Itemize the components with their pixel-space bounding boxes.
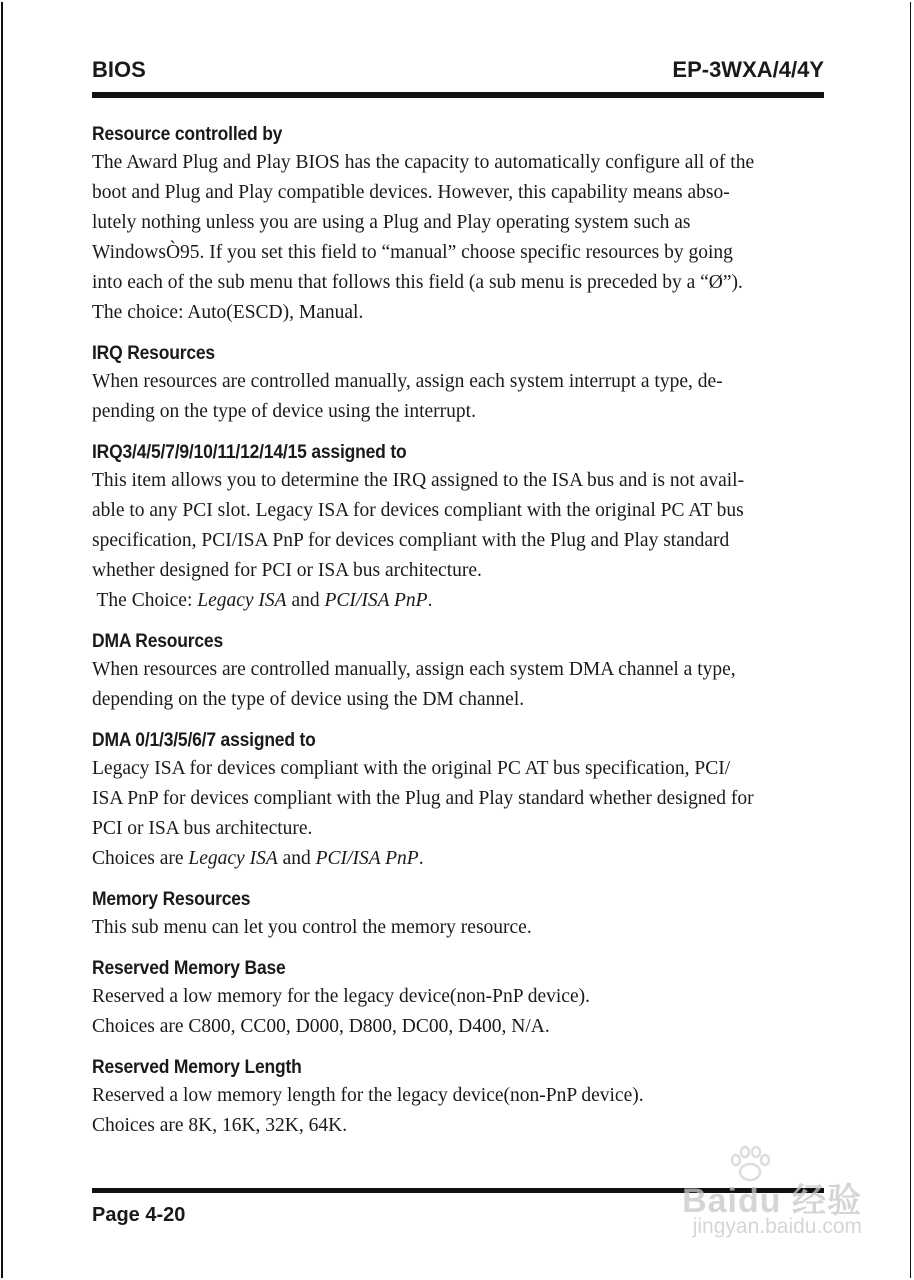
section-title: IRQ Resources <box>92 343 215 364</box>
body-line: PCI or ISA bus architecture. <box>92 818 313 839</box>
section-irq-assigned-to <box>92 440 824 616</box>
body-line: specification, PCI/ISA PnP for devices compliant with the Plug and Play standard <box>92 530 730 551</box>
body-line: into each of the sub menu that follows this field (a sub menu is preceded by a “Ø”). <box>92 272 743 293</box>
body-line: When resources are controlled manually, assign each system interrupt a type, de- <box>92 371 723 392</box>
body-line: The Award Plug and Play BIOS has the capacity to automatically configure all of the <box>92 152 755 173</box>
section-body <box>92 466 824 616</box>
choice-prefix: Choices are <box>92 848 189 869</box>
baidu-watermark <box>652 1145 862 1255</box>
section-dma-resources <box>92 629 824 715</box>
section-body <box>92 655 824 715</box>
section-title: Reserved Memory Base <box>92 958 286 979</box>
choice-line <box>92 844 824 874</box>
body-line: Choices are C800, CC00, D000, D800, DC00, D400, N/A. <box>92 1016 550 1037</box>
body-line: WindowsÒ95. If you set this field to “manual” choose specific resources by going <box>92 242 733 263</box>
body-line: The choice: Auto(ESCD), Manual. <box>92 302 364 323</box>
body-line: This item allows you to determine the IRQ assigned to the ISA bus and is not avail- <box>92 470 745 491</box>
body-line: lutely nothing unless you are using a Plug and Play operating system such as <box>92 212 691 233</box>
choice-line <box>92 586 824 616</box>
header-model-title: EP-3WXA/4/4Y <box>672 57 824 82</box>
section-title: DMA 0/1/3/5/6/7 assigned to <box>92 730 316 751</box>
section-title: Reserved Memory Length <box>92 1057 302 1078</box>
body-line: Reserved a low memory length for the legacy device(non-PnP device). <box>92 1085 644 1106</box>
choice-suffix: . <box>427 590 433 611</box>
page-number: Page 4-20 <box>92 1204 186 1226</box>
section-body <box>92 913 824 943</box>
body-line: Reserved a low memory for the legacy device(non-PnP device). <box>92 986 590 1007</box>
body-line: Legacy ISA for devices compliant with the original PC AT bus specification, PCI/ <box>92 758 731 779</box>
page-header <box>92 57 824 87</box>
section-body <box>92 148 824 328</box>
header-left-title: BIOS <box>92 57 146 82</box>
section-memory-resources <box>92 887 824 943</box>
choice-prefix: The Choice: <box>92 590 198 611</box>
choice-connector: and <box>277 848 316 869</box>
section-resource-controlled-by <box>92 122 824 328</box>
body-line: When resources are controlled manually, assign each system DMA channel a type, <box>92 659 736 680</box>
section-irq-resources <box>92 341 824 427</box>
body-line: depending on the type of device using the DM channel. <box>92 689 525 710</box>
section-title: Memory Resources <box>92 889 251 910</box>
choice-option-pci-isa-pnp: PCI/ISA PnP <box>315 848 419 869</box>
body-line: This sub menu can let you control the memory resource. <box>92 917 532 938</box>
body-line: able to any PCI slot. Legacy ISA for devices compliant with the original PC AT bus <box>92 500 744 521</box>
section-title: Resource controlled by <box>92 124 283 145</box>
section-body <box>92 367 824 427</box>
section-body <box>92 1081 824 1141</box>
section-reserved-memory-length <box>92 1055 824 1141</box>
choice-suffix: . <box>418 848 424 869</box>
body-line: pending on the type of device using the interrupt. <box>92 401 476 422</box>
watermark-brand: Baidu 经验 <box>682 1182 862 1220</box>
body-line: ISA PnP for devices compliant with the Plug and Play standard whether designed for <box>92 788 754 809</box>
section-reserved-memory-base <box>92 956 824 1042</box>
choice-option-pci-isa-pnp: PCI/ISA PnP <box>324 590 428 611</box>
choice-option-legacy-isa: Legacy ISA <box>197 590 287 611</box>
choice-connector: and <box>286 590 325 611</box>
choice-option-legacy-isa: Legacy ISA <box>188 848 278 869</box>
section-title: DMA Resources <box>92 631 224 652</box>
body-line: Choices are 8K, 16K, 32K, 64K. <box>92 1115 348 1136</box>
section-body <box>92 982 824 1042</box>
header-rule <box>92 92 824 98</box>
page-content <box>92 122 824 1154</box>
watermark-url: jingyan.baidu.com <box>692 1215 862 1238</box>
body-line: whether designed for PCI or ISA bus architecture. <box>92 560 482 581</box>
body-line: boot and Plug and Play compatible devices. However, this capability means abso- <box>92 182 730 203</box>
section-dma-assigned-to <box>92 728 824 874</box>
section-title: IRQ3/4/5/7/9/10/11/12/14/15 assigned to <box>92 442 407 463</box>
section-body <box>92 754 824 874</box>
